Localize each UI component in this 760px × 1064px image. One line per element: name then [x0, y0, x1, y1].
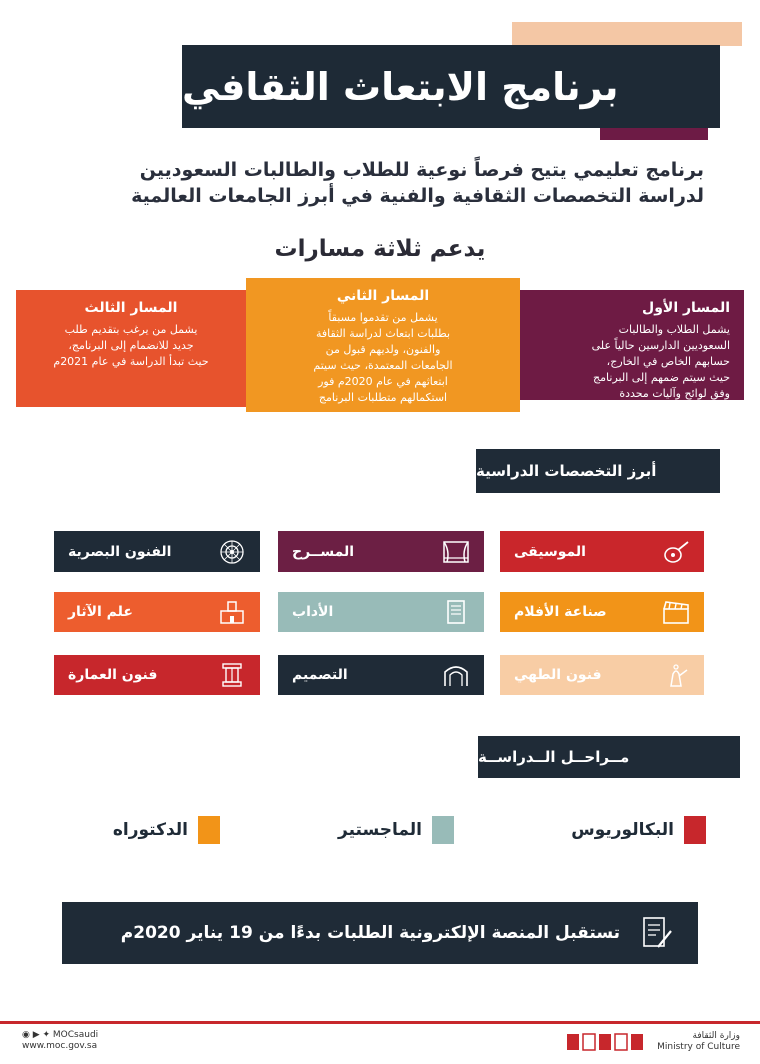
stage-swatch	[432, 816, 454, 844]
stage-swatch	[198, 816, 220, 844]
social-handle[interactable]	[22, 1030, 98, 1041]
subtitle-line: برنامج تعليمي يتيح فرصاً نوعية للطلاب والطالبات السعوديين	[139, 159, 704, 181]
spec-music	[500, 531, 704, 572]
social-handle-text: MOCsaudi	[52, 1030, 99, 1040]
header-accent-peach	[512, 22, 742, 46]
book-icon	[440, 598, 472, 626]
spec-culinary	[500, 655, 704, 695]
track-first	[512, 290, 744, 400]
theatre-stage-icon	[440, 538, 472, 566]
stage-label: الدكتوراه	[112, 820, 188, 840]
track-description: يشمل من تقدموا مسبقاً بطلبات ابتعاث لدراسة الثقافة والفنون، ولديهم قبول من الجامعات المعتمدة، حيث سيتم ابتعاثهم في عام 2020م فور استكمالهم متطلبات البرنامج	[313, 311, 453, 404]
website-link[interactable]: www.moc.gov.sa	[22, 1041, 98, 1052]
stage-doctorate	[50, 816, 220, 844]
footer-divider	[0, 1021, 760, 1024]
spec-filmmaking	[500, 592, 704, 632]
arch-icon	[440, 661, 472, 689]
clapperboard-icon	[660, 598, 692, 626]
track-third	[16, 290, 246, 407]
stage-label: البكالوريوس	[571, 820, 674, 840]
ministry-name-ar: وزارة الثقافة	[692, 1030, 740, 1041]
specializations-heading	[476, 449, 720, 493]
spec-theatre	[278, 531, 484, 572]
track-description: يشمل الطلاب والطالبات السعوديين الدارسين حالياً على حسابهم الخاص في الخارج، حيث سيتم ضمهم إلى البرنامج وفق لوائح وآليات محددة	[591, 323, 730, 400]
stage-swatch	[684, 816, 706, 844]
spec-label: فنون العمارة	[68, 667, 158, 683]
spec-architecture	[54, 655, 260, 695]
spec-label: صناعة الأفلام	[514, 604, 607, 620]
ministry-logo-icon	[565, 1030, 649, 1054]
subtitle	[64, 158, 704, 209]
spec-archaeology	[54, 592, 260, 632]
spec-visual-arts	[54, 531, 260, 572]
heritage-building-icon	[216, 598, 248, 626]
title-banner	[182, 45, 720, 128]
track-title: المسار الأول	[642, 300, 730, 316]
specializations-heading-text: أبرز التخصصات الدراسية	[476, 462, 657, 480]
document-pen-icon	[638, 915, 674, 951]
track-second	[246, 278, 520, 412]
track-title: المسار الثالث	[84, 300, 178, 316]
stages-heading	[478, 736, 740, 778]
application-banner	[62, 902, 698, 964]
coffee-pot-icon	[660, 661, 692, 689]
spec-label: الأداب	[292, 604, 334, 620]
social-icons: ◉ ▶ ✦	[22, 1030, 53, 1040]
subtitle-line: لدراسة التخصصات الثقافية والفنية في أبرز الجامعات العالمية	[131, 184, 704, 207]
spec-label: الموسيقى	[514, 543, 586, 560]
spec-label: التصميم	[292, 667, 348, 683]
pillar-icon	[216, 661, 248, 689]
page-title: برنامج الابتعاث الثقافي	[182, 64, 619, 109]
stages-heading-text: مــراحــل الــدراســة	[478, 748, 630, 766]
ornament-icon	[216, 538, 248, 566]
spec-label: الفنون البصرية	[68, 543, 172, 560]
spec-label: المســرح	[292, 543, 355, 560]
track-title: المسار الثاني	[336, 288, 430, 304]
spec-literature	[278, 592, 484, 632]
tracks-heading: يدعم ثلاثة مسارات	[274, 236, 486, 262]
ministry-name-en: Ministry of Culture	[657, 1042, 740, 1052]
footer-social	[22, 1030, 98, 1053]
stage-bachelor	[510, 816, 706, 844]
spec-design	[278, 655, 484, 695]
track-description: يشمل من يرغب بتقديم طلب جديد للانضمام إلى البرنامج، حيث تبدأ الدراسة في عام 2021م	[53, 323, 209, 368]
header-accent-maroon	[600, 126, 708, 140]
oud-icon	[660, 538, 692, 566]
spec-label: علم الآثار	[68, 604, 133, 620]
spec-label: فنون الطهي	[514, 667, 602, 683]
ministry-name	[657, 1031, 740, 1054]
banner-text: تستقبل المنصة الإلكترونية الطلبات بدءًا من 19 يناير 2020م	[120, 923, 620, 943]
stage-label: الماجستير	[338, 820, 422, 840]
ministry-brand	[565, 1030, 740, 1054]
stage-master	[272, 816, 454, 844]
